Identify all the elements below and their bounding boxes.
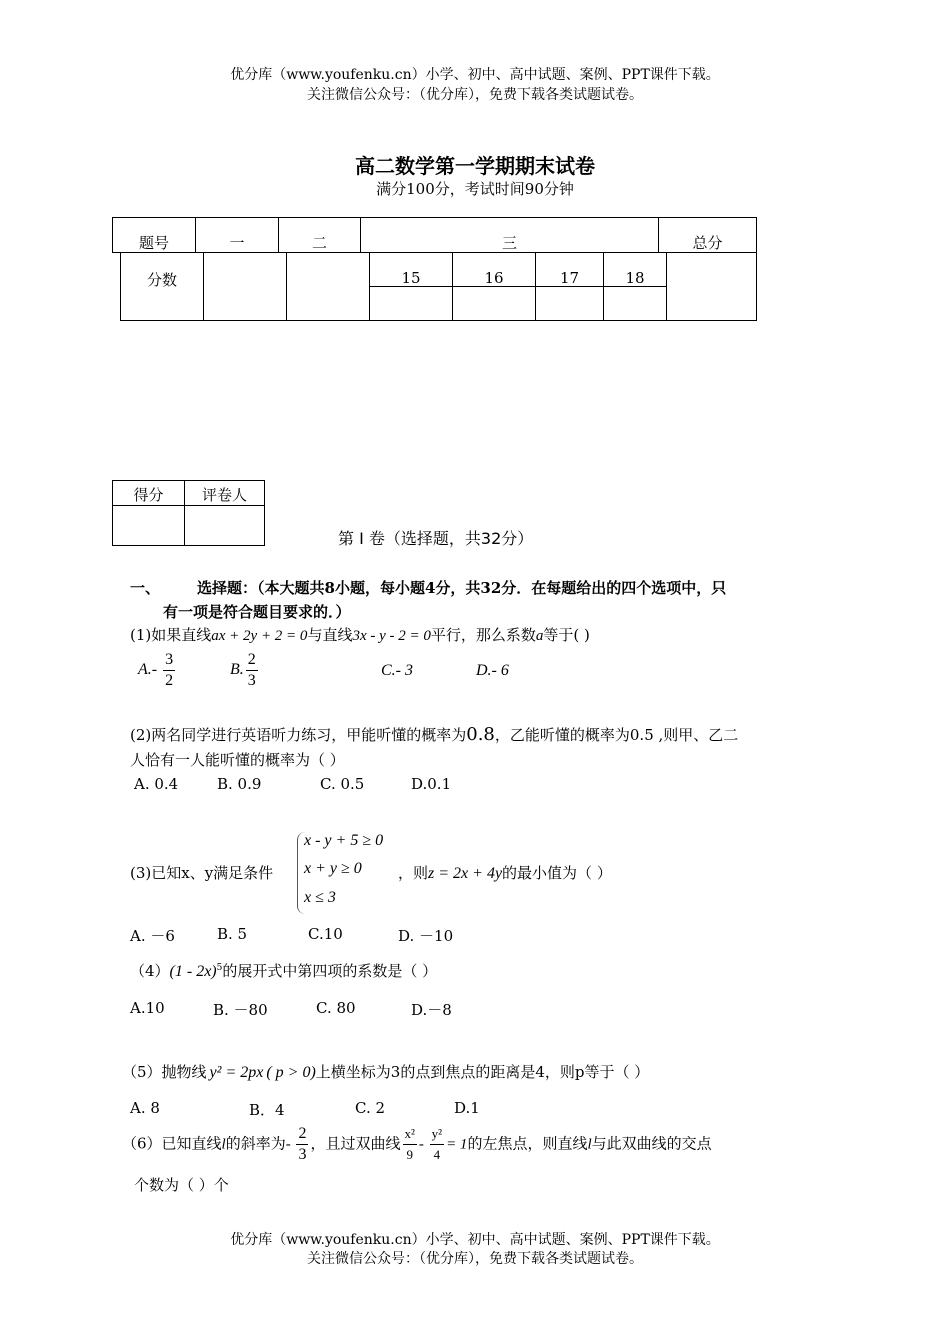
score-table-header-2: 二 <box>278 217 361 253</box>
q5-prefix: （5）抛物线 <box>122 1063 207 1081</box>
q6-prefix: （6）已知直线 <box>122 1134 222 1153</box>
question-2-line-2: 人恰有一人能听懂的概率为（ ） <box>130 751 345 769</box>
q3-option-a: A. －6 <box>130 927 175 945</box>
q3-condition-1: x - y + 5 ≥ 0 <box>304 832 384 849</box>
q4-option-a: A.10 <box>130 999 165 1017</box>
q1-option-b-fraction <box>246 650 258 691</box>
question-6 <box>122 1124 712 1165</box>
footer-line-2: 关注微信公众号：（优分库），免费下载各类试题试卷。 <box>307 1251 643 1267</box>
q6-hyperbola-y-num: y² <box>430 1124 444 1145</box>
q1-equation-2: 3x - y - 2 = 0 <box>352 628 431 644</box>
score-table-header-3: 三 <box>360 217 659 253</box>
q4-exponent: 5 <box>216 963 223 973</box>
q2-value: 0.8 <box>466 724 495 745</box>
q4-expression: (1 - 2x) <box>169 963 217 980</box>
score-cell-2 <box>286 252 370 321</box>
q1-option-a <box>138 650 177 691</box>
question-4 <box>130 960 437 981</box>
q2-option-a: A. 0.4 <box>134 775 179 793</box>
q5-equation: y² = 2px <box>209 1064 264 1081</box>
q1-prefix: (1)如果直线 <box>130 626 212 644</box>
q6-equals-one: = 1 <box>446 1136 468 1153</box>
q3-condition-2: x + y ≥ 0 <box>304 860 362 877</box>
q1-option-b <box>230 650 260 691</box>
q2-option-c: C. 0.5 <box>320 775 365 793</box>
q6-slope-text: 的斜率为 <box>225 1134 286 1153</box>
q3-end: 的最小值为（ ） <box>502 864 612 882</box>
q5-option-a: A. 8 <box>130 1099 160 1117</box>
q6-hyperbola-x-fraction <box>403 1124 417 1165</box>
q2-option-b: B. 0.9 <box>217 775 262 793</box>
q6-line-2: 个数为（ ）个 <box>134 1176 229 1194</box>
q2-text-b: ，乙能听懂的概率为0.5 ,则甲、乙二 <box>494 726 739 744</box>
question-2-line-1 <box>130 724 738 745</box>
part-heading-line-1: 选择题：（本大题共8小题，每小题4分，共32分．在每题给出的四个选项中，只 <box>197 579 727 597</box>
score-cell-total <box>666 252 757 321</box>
q5-option-b: B．4 <box>249 1101 285 1119</box>
header-line-1: 优分库（www.youfenku.cn）小学、初中、高中试题、案例、PPT课件下载。 <box>230 67 720 83</box>
q6-end-1: 的左焦点，则直线 <box>467 1134 588 1153</box>
q1-after: 平行，那么系数 <box>430 626 536 644</box>
q1-equation-1: ax + 2y + 2 = 0 <box>211 628 308 644</box>
q3-expression: z = 2x + 4y <box>428 865 503 882</box>
grader-table-score-cell <box>112 505 185 546</box>
grader-table-score-label: 得分 <box>112 480 185 506</box>
page-title: 高二数学第一学期期末试卷 <box>355 154 595 178</box>
q4-prefix: （4） <box>130 962 170 980</box>
q3-mid: ，则 <box>398 864 429 882</box>
q1-option-b-num: 2 <box>246 650 258 671</box>
score-cell-15 <box>369 286 453 321</box>
q3-option-c: C.10 <box>308 925 343 943</box>
header-line-2: 关注微信公众号：（优分库），免费下载各类试题试卷。 <box>307 87 643 103</box>
q6-end-2: 与此双曲线的交点 <box>591 1134 712 1153</box>
section-title: 第 Ⅰ 卷（选择题，共32分） <box>338 529 534 548</box>
q6-slope-den: 3 <box>298 1146 307 1163</box>
q1-option-b-label: B. <box>230 661 244 679</box>
score-cell-1 <box>203 252 287 321</box>
q1-option-a-num: 3 <box>163 650 175 671</box>
q6-hyperbola-x-den: 9 <box>406 1147 413 1162</box>
part-heading-number: 一、 <box>130 579 161 597</box>
q5-condition: ( p > 0) <box>266 1064 316 1081</box>
q6-hyperbola-y-den: 4 <box>433 1147 441 1162</box>
score-table-header-1: 一 <box>195 217 279 253</box>
q1-option-b-den: 3 <box>247 672 256 689</box>
q3-prefix: (3)已知x、y满足条件 <box>130 864 274 882</box>
q1-option-a-fraction <box>163 650 175 691</box>
q6-slope-fraction <box>296 1124 308 1165</box>
q6-line-var-2: l <box>587 1136 592 1153</box>
score-cell-17 <box>535 286 604 321</box>
q4-option-c: C. 80 <box>316 999 356 1017</box>
q4-end: 的展开式中第四项的系数是（ ） <box>222 962 438 980</box>
score-table-header-total: 总分 <box>658 217 757 253</box>
q6-minus: - <box>418 1136 428 1153</box>
q5-option-c: C. 2 <box>355 1099 386 1117</box>
q6-slope-num: 2 <box>296 1124 308 1145</box>
q1-option-a-den: 2 <box>165 672 174 689</box>
q1-variable: a <box>535 628 544 644</box>
q1-option-c: C.- 3 <box>381 662 413 679</box>
q4-option-b: B. －80 <box>213 1001 268 1019</box>
q6-line-var: l <box>221 1136 226 1153</box>
q3-option-b: B. 5 <box>217 925 248 943</box>
q1-option-a-label: A.- <box>138 661 162 679</box>
footer-line-1: 优分库（www.youfenku.cn）小学、初中、高中试题、案例、PPT课件下载。 <box>230 1232 720 1248</box>
score-subcol-15: 15 <box>369 252 453 287</box>
q3-condition-3: x ≤ 3 <box>304 889 336 906</box>
score-table-header-tihao: 题号 <box>112 217 196 253</box>
q1-mid: 与直线 <box>307 626 353 644</box>
score-subcol-17: 17 <box>535 252 604 287</box>
question-1 <box>130 624 590 645</box>
q6-hyperbola-y-fraction <box>430 1124 444 1165</box>
score-cell-18 <box>603 286 667 321</box>
part-heading-line-2: 有一项是符合题目要求的．） <box>163 603 351 621</box>
q5-end: 上横坐标为3的点到焦点的距离是4，则p等于（ ） <box>315 1063 650 1081</box>
q6-hyperbola-x-num: x² <box>403 1124 417 1145</box>
score-subcol-18: 18 <box>603 252 667 287</box>
score-table-row-label: 分数 <box>120 252 204 321</box>
grader-table-grader-label: 评卷人 <box>184 480 265 506</box>
score-cell-16 <box>452 286 536 321</box>
score-subcol-16: 16 <box>452 252 536 287</box>
q3-rest <box>398 862 612 883</box>
q2-option-d: D.0.1 <box>411 775 452 793</box>
page-subtitle: 满分100分，考试时间90分钟 <box>376 180 574 198</box>
q6-negative: - <box>285 1136 295 1153</box>
q6-mid: ，且过双曲线 <box>310 1134 401 1153</box>
q1-option-d: D.- 6 <box>476 662 509 679</box>
q5-option-d: D.1 <box>454 1099 480 1117</box>
q4-option-d: D.－8 <box>411 1001 452 1019</box>
question-5 <box>122 1061 649 1082</box>
q3-option-d: D. －10 <box>398 927 454 945</box>
q1-end: 等于( ) <box>543 626 590 644</box>
grader-table-grader-cell <box>184 505 265 546</box>
q2-text-a: (2)两名同学进行英语听力练习，甲能听懂的概率为 <box>130 726 467 744</box>
